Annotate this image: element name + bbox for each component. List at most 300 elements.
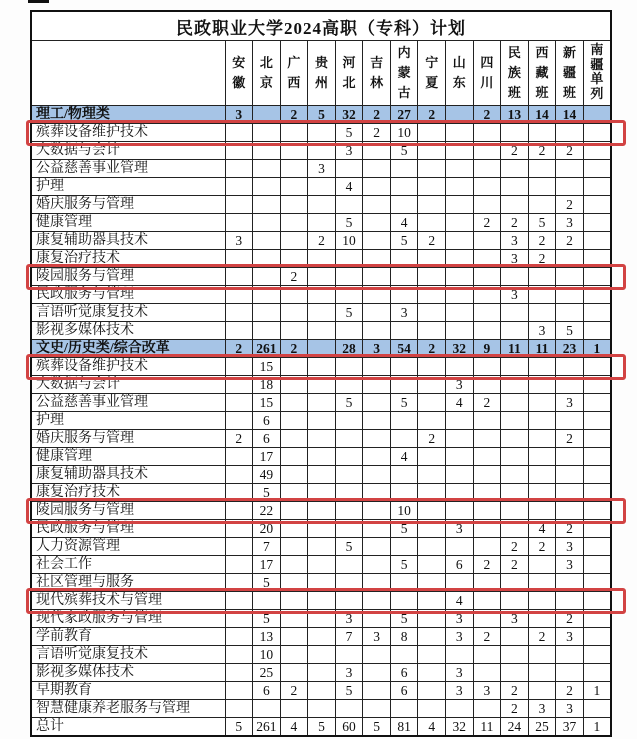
row-label: 陵园服务与管理 bbox=[31, 268, 225, 286]
cell: 15 bbox=[253, 394, 281, 412]
cell: 7 bbox=[335, 628, 363, 646]
cell bbox=[446, 286, 474, 304]
cell bbox=[556, 304, 584, 322]
cell bbox=[528, 376, 556, 394]
cell bbox=[418, 628, 446, 646]
cell: 5 bbox=[528, 214, 556, 232]
column-header bbox=[335, 41, 363, 106]
cell bbox=[280, 178, 308, 196]
cell bbox=[583, 556, 611, 574]
cell bbox=[308, 340, 336, 358]
cell bbox=[308, 520, 336, 538]
cell bbox=[528, 646, 556, 664]
data-row bbox=[31, 538, 611, 556]
plan-table bbox=[30, 10, 612, 737]
data-row bbox=[31, 628, 611, 646]
cell bbox=[528, 412, 556, 430]
data-row bbox=[31, 484, 611, 502]
cell bbox=[418, 466, 446, 484]
cell: 5 bbox=[335, 682, 363, 700]
row-label: 婚庆服务与管理 bbox=[31, 430, 225, 448]
cell bbox=[418, 286, 446, 304]
cell: 261 bbox=[253, 718, 281, 737]
cell bbox=[225, 412, 253, 430]
cell bbox=[335, 700, 363, 718]
cell bbox=[583, 448, 611, 466]
cell bbox=[583, 610, 611, 628]
cell: 10 bbox=[253, 646, 281, 664]
cell bbox=[225, 520, 253, 538]
cell bbox=[473, 610, 501, 628]
cell: 6 bbox=[253, 682, 281, 700]
cell bbox=[583, 106, 611, 124]
cell bbox=[528, 268, 556, 286]
cell bbox=[363, 322, 391, 340]
highlighted-row bbox=[31, 502, 611, 520]
cell bbox=[418, 646, 446, 664]
cell bbox=[418, 664, 446, 682]
cell: 3 bbox=[473, 682, 501, 700]
cell: 2 bbox=[556, 682, 584, 700]
cell: 2 bbox=[473, 394, 501, 412]
cell: 6 bbox=[253, 430, 281, 448]
cell bbox=[335, 448, 363, 466]
cell: 4 bbox=[280, 718, 308, 737]
cell bbox=[556, 250, 584, 268]
data-row bbox=[31, 574, 611, 592]
cell: 10 bbox=[390, 502, 418, 520]
cell bbox=[418, 592, 446, 610]
cell bbox=[280, 322, 308, 340]
cell: 3 bbox=[556, 538, 584, 556]
cell: 3 bbox=[501, 286, 529, 304]
column-header-text: 新 疆 班 bbox=[563, 44, 577, 101]
cell bbox=[583, 700, 611, 718]
column-header bbox=[390, 41, 418, 106]
cell bbox=[473, 646, 501, 664]
cell bbox=[583, 484, 611, 502]
cell bbox=[528, 394, 556, 412]
cell: 25 bbox=[528, 718, 556, 737]
cell bbox=[418, 538, 446, 556]
cell bbox=[280, 358, 308, 376]
column-header bbox=[280, 41, 308, 106]
cell: 5 bbox=[390, 556, 418, 574]
cell bbox=[225, 358, 253, 376]
cell: 2 bbox=[225, 340, 253, 358]
cell: 1 bbox=[583, 682, 611, 700]
cell: 81 bbox=[390, 718, 418, 737]
cell bbox=[583, 466, 611, 484]
cell bbox=[335, 484, 363, 502]
column-header-text: 吉 林 bbox=[370, 54, 384, 90]
highlighted-row bbox=[31, 124, 611, 142]
column-header-text: 南 疆 单 列 bbox=[590, 42, 604, 101]
cell bbox=[446, 106, 474, 124]
cell: 54 bbox=[390, 340, 418, 358]
cell bbox=[280, 250, 308, 268]
cell bbox=[528, 430, 556, 448]
data-row bbox=[31, 700, 611, 718]
data-row bbox=[31, 160, 611, 178]
cell: 5 bbox=[225, 718, 253, 737]
row-label: 学前教育 bbox=[31, 628, 225, 646]
cell bbox=[390, 430, 418, 448]
cell bbox=[363, 376, 391, 394]
cell: 18 bbox=[253, 376, 281, 394]
cell: 2 bbox=[556, 142, 584, 160]
cell bbox=[390, 466, 418, 484]
cell: 23 bbox=[556, 340, 584, 358]
cell bbox=[308, 466, 336, 484]
data-row bbox=[31, 286, 611, 304]
cell bbox=[528, 502, 556, 520]
cell bbox=[583, 358, 611, 376]
cell bbox=[501, 664, 529, 682]
cell bbox=[583, 574, 611, 592]
cell: 2 bbox=[528, 538, 556, 556]
cell bbox=[363, 664, 391, 682]
cell: 17 bbox=[253, 556, 281, 574]
cell bbox=[225, 538, 253, 556]
table-wrap bbox=[30, 10, 612, 737]
cell bbox=[418, 412, 446, 430]
row-label: 公益慈善事业管理 bbox=[31, 394, 225, 412]
cell: 9 bbox=[473, 340, 501, 358]
cell bbox=[501, 394, 529, 412]
row-label: 言语听觉康复技术 bbox=[31, 304, 225, 322]
cell bbox=[335, 286, 363, 304]
cell bbox=[335, 322, 363, 340]
cell bbox=[390, 484, 418, 502]
cell: 17 bbox=[253, 448, 281, 466]
cell bbox=[363, 700, 391, 718]
cell bbox=[363, 178, 391, 196]
cell bbox=[556, 466, 584, 484]
cell bbox=[308, 646, 336, 664]
cell: 5 bbox=[335, 214, 363, 232]
cell bbox=[446, 322, 474, 340]
cell bbox=[528, 358, 556, 376]
cell: 11 bbox=[501, 340, 529, 358]
cell bbox=[390, 268, 418, 286]
cell bbox=[280, 376, 308, 394]
column-header-text: 北 京 bbox=[259, 54, 273, 90]
cell bbox=[363, 232, 391, 250]
cell bbox=[583, 628, 611, 646]
cell: 5 bbox=[335, 304, 363, 322]
cell: 261 bbox=[253, 340, 281, 358]
cell bbox=[446, 412, 474, 430]
cell bbox=[280, 286, 308, 304]
cell: 3 bbox=[363, 340, 391, 358]
cell: 4 bbox=[390, 448, 418, 466]
row-label: 人力资源管理 bbox=[31, 538, 225, 556]
cell bbox=[308, 268, 336, 286]
cell bbox=[280, 394, 308, 412]
cell: 4 bbox=[390, 214, 418, 232]
cell: 2 bbox=[556, 610, 584, 628]
cell bbox=[225, 304, 253, 322]
cell bbox=[528, 160, 556, 178]
row-label: 陵园服务与管理 bbox=[31, 502, 225, 520]
cell bbox=[335, 196, 363, 214]
cell: 2 bbox=[528, 232, 556, 250]
cell bbox=[473, 448, 501, 466]
cell bbox=[308, 448, 336, 466]
cell bbox=[363, 196, 391, 214]
cell bbox=[418, 502, 446, 520]
cell: 2 bbox=[528, 628, 556, 646]
cell: 5 bbox=[390, 394, 418, 412]
row-label: 护理 bbox=[31, 412, 225, 430]
cell: 3 bbox=[335, 664, 363, 682]
cell: 37 bbox=[556, 718, 584, 737]
cell bbox=[501, 322, 529, 340]
cell: 3 bbox=[528, 700, 556, 718]
cell bbox=[418, 700, 446, 718]
cell bbox=[473, 484, 501, 502]
cell: 2 bbox=[473, 106, 501, 124]
cell bbox=[308, 214, 336, 232]
cell bbox=[556, 160, 584, 178]
cell bbox=[501, 430, 529, 448]
cell bbox=[473, 304, 501, 322]
cell bbox=[418, 250, 446, 268]
cell: 5 bbox=[390, 520, 418, 538]
cell bbox=[308, 502, 336, 520]
cell: 49 bbox=[253, 466, 281, 484]
cell bbox=[225, 196, 253, 214]
cell bbox=[308, 484, 336, 502]
cell bbox=[308, 664, 336, 682]
data-row bbox=[31, 214, 611, 232]
cell bbox=[446, 538, 474, 556]
cell bbox=[528, 574, 556, 592]
cell bbox=[418, 196, 446, 214]
cell: 2 bbox=[363, 106, 391, 124]
cell bbox=[363, 682, 391, 700]
cell: 3 bbox=[335, 610, 363, 628]
title-row bbox=[31, 11, 611, 41]
row-label: 殡葬设备维护技术 bbox=[31, 358, 225, 376]
cell: 27 bbox=[390, 106, 418, 124]
total-row bbox=[31, 718, 611, 737]
cell bbox=[390, 376, 418, 394]
cell bbox=[418, 358, 446, 376]
cell bbox=[363, 286, 391, 304]
cell bbox=[473, 178, 501, 196]
cell bbox=[363, 448, 391, 466]
cell bbox=[253, 178, 281, 196]
row-label: 言语听觉康复技术 bbox=[31, 646, 225, 664]
column-header bbox=[363, 41, 391, 106]
cell bbox=[501, 646, 529, 664]
cell bbox=[308, 286, 336, 304]
cell bbox=[308, 430, 336, 448]
cell bbox=[583, 304, 611, 322]
cell bbox=[225, 124, 253, 142]
cell bbox=[556, 574, 584, 592]
data-row bbox=[31, 322, 611, 340]
row-label: 影视多媒体技术 bbox=[31, 664, 225, 682]
row-label: 民政服务与管理 bbox=[31, 286, 225, 304]
cell: 4 bbox=[446, 394, 474, 412]
cell: 2 bbox=[556, 196, 584, 214]
cell bbox=[225, 466, 253, 484]
cell bbox=[280, 448, 308, 466]
data-row bbox=[31, 412, 611, 430]
cell bbox=[501, 592, 529, 610]
cell: 2 bbox=[280, 340, 308, 358]
cell bbox=[583, 592, 611, 610]
cell bbox=[583, 376, 611, 394]
column-header-text: 内 蒙 古 bbox=[397, 44, 411, 101]
cell bbox=[308, 178, 336, 196]
cell bbox=[473, 430, 501, 448]
cell bbox=[473, 196, 501, 214]
data-row bbox=[31, 682, 611, 700]
cell: 2 bbox=[501, 700, 529, 718]
cell bbox=[473, 592, 501, 610]
cell bbox=[583, 214, 611, 232]
cell bbox=[363, 484, 391, 502]
cell bbox=[418, 304, 446, 322]
section-row bbox=[31, 340, 611, 358]
cell bbox=[363, 502, 391, 520]
cell bbox=[363, 574, 391, 592]
cell bbox=[253, 286, 281, 304]
cell bbox=[418, 484, 446, 502]
cell: 3 bbox=[363, 628, 391, 646]
cell: 2 bbox=[501, 556, 529, 574]
cell: 15 bbox=[253, 358, 281, 376]
cell: 3 bbox=[335, 142, 363, 160]
cell bbox=[225, 556, 253, 574]
cell bbox=[335, 466, 363, 484]
cell bbox=[528, 556, 556, 574]
cell: 2 bbox=[528, 142, 556, 160]
cell bbox=[253, 142, 281, 160]
cell bbox=[253, 268, 281, 286]
cell bbox=[225, 322, 253, 340]
cell bbox=[308, 124, 336, 142]
cell bbox=[390, 700, 418, 718]
cell bbox=[501, 448, 529, 466]
cell bbox=[390, 160, 418, 178]
cell bbox=[418, 268, 446, 286]
cell: 4 bbox=[446, 592, 474, 610]
cell bbox=[335, 268, 363, 286]
cell bbox=[335, 358, 363, 376]
cell bbox=[528, 484, 556, 502]
cell bbox=[446, 646, 474, 664]
cell bbox=[308, 412, 336, 430]
cell bbox=[418, 160, 446, 178]
cell: 24 bbox=[501, 718, 529, 737]
cell bbox=[225, 448, 253, 466]
cell: 14 bbox=[528, 106, 556, 124]
cell: 2 bbox=[556, 232, 584, 250]
cell bbox=[280, 412, 308, 430]
row-label: 护理 bbox=[31, 178, 225, 196]
cell bbox=[280, 646, 308, 664]
cell bbox=[446, 430, 474, 448]
cell bbox=[501, 376, 529, 394]
cell bbox=[473, 232, 501, 250]
cell: 3 bbox=[556, 556, 584, 574]
cell bbox=[446, 502, 474, 520]
cell bbox=[583, 502, 611, 520]
cell: 14 bbox=[556, 106, 584, 124]
cell bbox=[446, 196, 474, 214]
cell bbox=[583, 664, 611, 682]
cell: 4 bbox=[418, 718, 446, 737]
cell bbox=[363, 304, 391, 322]
cell bbox=[335, 574, 363, 592]
cell bbox=[473, 412, 501, 430]
cell bbox=[280, 574, 308, 592]
cell bbox=[556, 358, 584, 376]
cell: 3 bbox=[446, 520, 474, 538]
cell bbox=[335, 160, 363, 178]
cell bbox=[363, 520, 391, 538]
cell bbox=[225, 502, 253, 520]
cell bbox=[583, 268, 611, 286]
cell bbox=[501, 268, 529, 286]
cell bbox=[363, 214, 391, 232]
row-label: 健康管理 bbox=[31, 214, 225, 232]
row-label: 民政服务与管理 bbox=[31, 520, 225, 538]
column-header bbox=[583, 41, 611, 106]
cell bbox=[583, 196, 611, 214]
table-title: 民政职业大学2024高职（专科）计划 bbox=[31, 11, 611, 41]
cell: 3 bbox=[446, 376, 474, 394]
cell: 3 bbox=[446, 664, 474, 682]
cell bbox=[225, 574, 253, 592]
data-row bbox=[31, 430, 611, 448]
cell: 3 bbox=[528, 322, 556, 340]
cell bbox=[556, 646, 584, 664]
cell bbox=[363, 610, 391, 628]
cell bbox=[363, 592, 391, 610]
cell bbox=[583, 538, 611, 556]
cell bbox=[501, 466, 529, 484]
cell: 2 bbox=[501, 682, 529, 700]
cell bbox=[501, 160, 529, 178]
data-row bbox=[31, 556, 611, 574]
label-column-header bbox=[31, 41, 225, 106]
cell bbox=[556, 124, 584, 142]
cell bbox=[473, 160, 501, 178]
data-row bbox=[31, 520, 611, 538]
data-row bbox=[31, 196, 611, 214]
row-label: 文史/历史类/综合改革 bbox=[31, 340, 225, 358]
cell bbox=[390, 538, 418, 556]
cell: 13 bbox=[253, 628, 281, 646]
cell bbox=[363, 466, 391, 484]
cell bbox=[446, 268, 474, 286]
cell bbox=[308, 556, 336, 574]
cell: 32 bbox=[335, 106, 363, 124]
cell bbox=[225, 376, 253, 394]
cell bbox=[446, 214, 474, 232]
cell bbox=[556, 502, 584, 520]
column-header bbox=[528, 41, 556, 106]
cell: 5 bbox=[363, 718, 391, 737]
cell bbox=[556, 178, 584, 196]
cell bbox=[501, 178, 529, 196]
